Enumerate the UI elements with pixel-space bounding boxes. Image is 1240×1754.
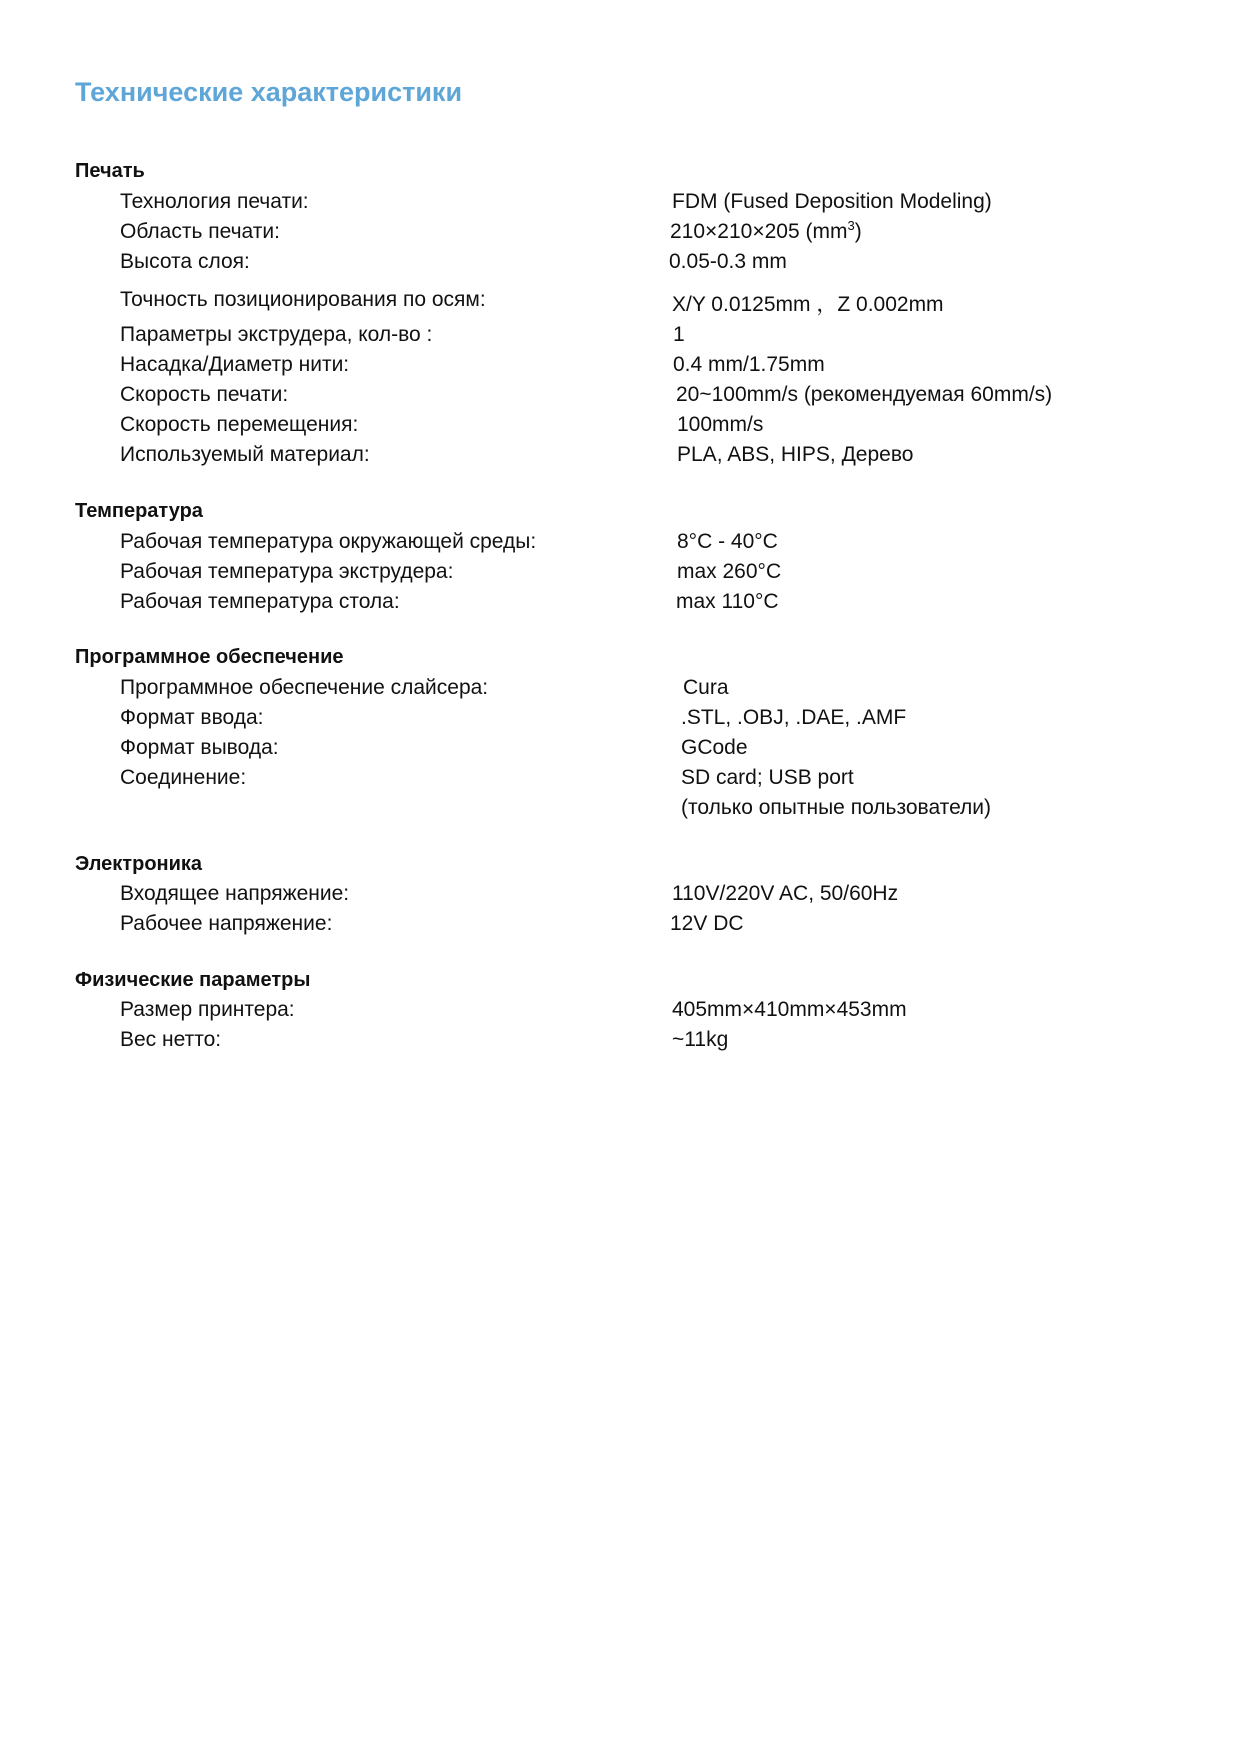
spec-value-net-weight: ~11kg — [672, 1028, 729, 1051]
page-title: Технические характеристики — [75, 77, 463, 107]
spec-label-input-format: Формат ввода: — [120, 706, 264, 729]
spec-value-print-area-exponent: 3 — [847, 218, 855, 233]
spec-label-input-voltage: Входящее напряжение: — [120, 882, 350, 905]
spec-label-material: Используемый материал: — [120, 443, 370, 466]
spec-value-printer-size: 405mm×410mm×453mm — [672, 998, 907, 1021]
section-heading-software: Программное обеспечение — [75, 646, 344, 668]
spec-value-input-voltage: 110V/220V AC, 50/60Hz — [672, 882, 899, 905]
spec-label-print-technology: Технология печати: — [120, 190, 309, 213]
section-heading-electronics: Электроника — [75, 853, 203, 875]
spec-value-extruder-count: 1 — [673, 323, 685, 346]
spec-label-travel-speed: Скорость перемещения: — [120, 413, 359, 436]
spec-label-print-area: Область печати: — [120, 220, 280, 243]
spec-label-output-format: Формат вывода: — [120, 736, 279, 759]
spec-label-nozzle-filament: Насадка/Диаметр нити: — [120, 353, 350, 376]
spec-value-connection-note: (только опытные пользователи) — [681, 796, 992, 819]
spec-value-material: PLA, ABS, HIPS, Дерево — [677, 443, 914, 466]
spec-value-extruder-temperature: max 260°C — [677, 560, 782, 583]
spec-value-connection: SD card; USB port — [681, 766, 854, 789]
spec-value-print-technology: FDM (Fused Deposition Modeling) — [672, 190, 992, 213]
spec-label-print-speed: Скорость печати: — [120, 383, 289, 406]
spec-label-extruder-count: Параметры экструдера, кол-во : — [120, 323, 433, 346]
spec-label-layer-height: Высота слоя: — [120, 250, 250, 273]
section-heading-temperature: Температура — [75, 500, 203, 522]
spec-label-working-voltage: Рабочее напряжение: — [120, 912, 333, 935]
spec-value-print-area-main: 210×210×205 (mm — [670, 220, 848, 243]
spec-label-connection: Соединение: — [120, 766, 247, 789]
spec-label-positioning-accuracy: Точность позиционирования по осям: — [120, 288, 486, 311]
spec-value-print-area-suffix: ) — [854, 220, 862, 243]
spec-label-bed-temperature: Рабочая температура стола: — [120, 590, 400, 613]
spec-value-ambient-temperature: 8°C - 40°C — [677, 530, 778, 553]
spec-value-output-format: GCode — [681, 736, 748, 759]
spec-value-print-speed: 20~100mm/s (рекомендуемая 60mm/s) — [676, 383, 1053, 406]
spec-value-bed-temperature: max 110°C — [676, 590, 779, 613]
spec-value-nozzle-filament: 0.4 mm/1.75mm — [673, 353, 825, 376]
section-heading-physical: Физические параметры — [75, 969, 311, 991]
spec-label-extruder-temperature: Рабочая температура экструдера: — [120, 560, 454, 583]
spec-value-slicer: Cura — [683, 676, 729, 699]
spec-label-net-weight: Вес нетто: — [120, 1028, 222, 1051]
spec-value-print-area — [670, 220, 862, 244]
section-heading-print: Печать — [75, 160, 145, 182]
spec-value-travel-speed: 100mm/s — [677, 413, 764, 436]
spec-value-input-format: .STL, .OBJ, .DAE, .AMF — [681, 706, 907, 729]
spec-value-layer-height: 0.05-0.3 mm — [669, 250, 787, 273]
spec-value-working-voltage: 12V DC — [670, 912, 744, 935]
spec-label-ambient-temperature: Рабочая температура окружающей среды: — [120, 530, 537, 553]
spec-value-positioning-accuracy: X/Y 0.0125mm ，Z 0.002mm — [672, 293, 944, 316]
spec-label-printer-size: Размер принтера: — [120, 998, 295, 1021]
spec-label-slicer: Программное обеспечение слайсера: — [120, 676, 489, 699]
